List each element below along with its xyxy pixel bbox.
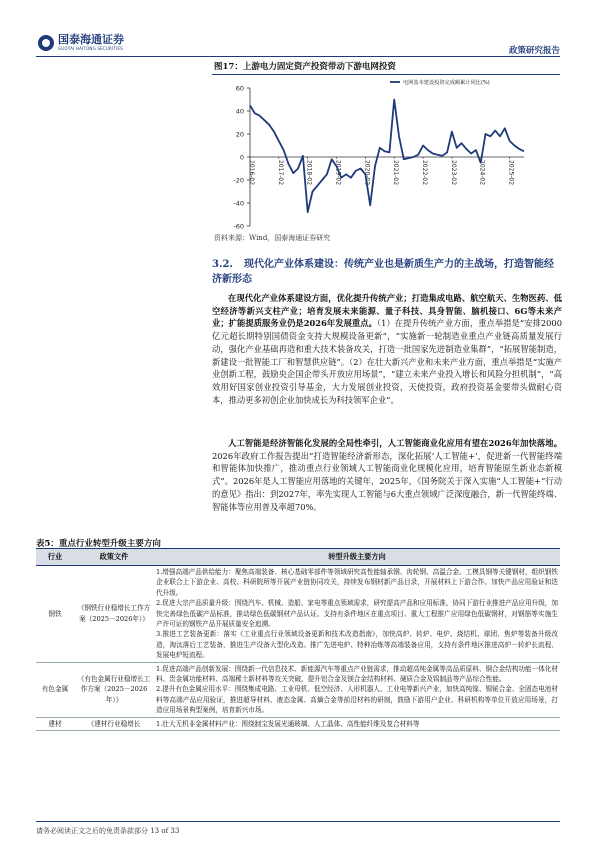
direction-item: 1.壮大无机非金属材料产业：围绕制宝发展光通玻璃、人工晶体、高性能纤维及复合材料等	[156, 719, 420, 728]
direction-item: 1.增强高端产品供给能力：聚焦高端装备、核心基础零部件等领域研究高性能轴承钢、齿轮钢、高温合金、工模具钢等关键钢材，组织钢铁企业联合上下游企业、高校、科研院所等开展产业链协同攻关，持续发布钢材新产品目录，开展材料上下游合作。加快产品应用验证和迭代升级。	[156, 568, 558, 597]
col-header-industry: 行业	[36, 549, 74, 566]
table-row	[36, 717, 560, 730]
figure-source: 资料来源：Wind，国泰海通证券研究	[214, 234, 331, 242]
y-tick-label: -60	[233, 222, 244, 230]
header-divider	[36, 56, 560, 57]
x-tick-label: 2020-02	[363, 160, 371, 186]
row-industry: 建材	[36, 717, 74, 730]
section-number: 3.2.	[212, 259, 233, 270]
report-type: 政策研究报告	[508, 46, 560, 56]
col-header-direction: 转型升级主要方向	[154, 549, 560, 566]
x-tick-label: 2023-02	[449, 160, 457, 186]
row-industry: 有色金属	[36, 662, 74, 717]
figure-title: 图17：上游电力固定资产投资带动下游电网投资	[214, 62, 396, 72]
x-tick-label: 2022-02	[421, 160, 429, 186]
direction-item: 3.推进工艺装备更新：落实《工业重点行业领域设备更新和技术改造指南》，加快高炉、转炉、电炉、烧结机、球团、焦炉等装备升级改造，淘汰落后工艺装备，推进生产设备大型化改造。推广先进电炉、特种冶炼等高端装备应用，支持有条件地区推进高炉－转炉长流程、发展电炉短流程。	[156, 630, 558, 660]
figure-divider	[212, 74, 560, 75]
row-directions	[154, 717, 560, 730]
row-directions	[154, 566, 560, 663]
logo-subtext: GUOTAI HAITONG SECURITIES	[58, 46, 123, 51]
table-title: 表5：重点行业转型升级主要方向	[36, 539, 161, 549]
page-header	[0, 0, 596, 60]
y-tick-label: 40	[235, 107, 244, 116]
page-footer: 请务必阅读正文之后的免责条款部分 13 of 33	[36, 827, 180, 835]
direction-item: 1.促进高端产品创新发展：围绕新一代信息技术、新能源汽车等重点产业链需求，推动超高纯金属等高品质原料、铜合金结构功能一体化材料、贵金属功能材料、高端稀土新材料等攻关突破，提升铝合金及镁合金结构材料、硬质合金及钨制品等产品综合性能。	[156, 664, 558, 684]
paragraph-industry-system	[212, 292, 562, 406]
row-policy: 《钢铁行业稳增长工作方案（2025－2026年）》	[74, 566, 154, 663]
x-tick-label: 2017-02	[276, 160, 284, 186]
logo-mark-icon	[38, 35, 54, 51]
section-title: 现代化产业体系建设：传统产业也是新质生产力的主战场，打造智能经济新形态	[212, 259, 554, 285]
y-tick-label: 60	[235, 84, 244, 93]
y-tick-label: 0	[239, 153, 244, 162]
paragraph-lead: 人工智能是经济智能化发展的全局性牵引，人工智能商业化应用有望在2026年加快落地。	[228, 438, 562, 448]
direction-item: 2.提升有色金属应用水平：围绕集成电路、工业母机、低空经济、人形机器人、工业电等新兴产业，加快高纯镓、锡铋合金、全固态电池材料等高端产品应用验证，推进超导材料、液态金属、高熵合金等前沿材料的研制，鼓励下游用户企业、科研机构等单位开放应用场景，打造应用场景典型案例，培育新兴市场。	[156, 685, 558, 715]
paragraph-lead: 在现代化产业体系建设方面，优化提升传统产业；打造集成电路、航空航天、生物医药、低空经济等新兴支柱产业；培育发展未来能源、量子科技、具身智能、脑机接口、6G等未来产业；扩能提质服务业仍是2026年发展重点。	[212, 293, 562, 329]
x-tick-label: 2018-02	[305, 160, 313, 186]
y-tick-label: 20	[235, 130, 244, 139]
x-tick-label: 2024-02	[478, 160, 486, 186]
y-tick-label: -20	[233, 176, 244, 185]
row-industry: 钢铁	[36, 566, 74, 663]
col-header-policy: 政策文件	[74, 549, 154, 566]
x-tick-label: 2019-02	[334, 160, 342, 186]
y-tick-label: -40	[233, 199, 244, 208]
table-row	[36, 566, 560, 663]
direction-item: 2.促进大宗产品质量升级：围绕汽车、机械、造船、家电等重点领域需求，研究提高产品和应用标准，协同下游行业推进产品应用升级，加快完善绿色低碳产品标准，推动绿色低碳钢材产品认证。支持有条件地区在重点项目、重大工程推广应用绿色低碳钢材，对钢筋等实施生产许可证的钢铁产品开展质量安全追溯。	[156, 599, 558, 629]
paragraph-ai	[212, 437, 562, 513]
paragraph-body: 2026年政府工作报告提出“打造智能经济新形态，深化拓展‘人工智能+’，促进新一代智能终端和智能体加快推广，推动重点行业领域人工智能商业化规模化应用，培育智能原生新业态新模式”。2026年是人工智能应用落地的关键年，2025年，《国务院关于深入实施“人工智能+”行动的意见》指出：到2027年，率先实现人工智能与6大重点领域广泛深度融合，新一代智能终端、智能体等应用普及率超70%。	[212, 450, 562, 512]
company-logo	[38, 34, 124, 51]
x-tick-label: 2016-02	[248, 160, 255, 186]
legend-label: 电网基本建设投资完成额累计同比(%)	[403, 80, 490, 86]
row-policy: 《建材行业稳增长	[74, 717, 154, 730]
x-tick-label: 2021-02	[392, 160, 400, 186]
paragraph-body: （1）在提升传统产业方面，重点举措是“安排2000亿元超长期特别国债资金支持大规模设备更新”，“实施新一轮制造业重点产业链高质量发展行动，强化产业基础再造和重大技术装备攻关，打造一批国家先进制造业集群”，“拓展智能制造，新建设一批智能工厂和智慧供应链”。（2）在壮大新兴产业和未来产业方面，重点举措是“实施产业创新工程，鼓励央企国企带头开放应用场景”，“建立未来产业投入增长和风险分担机制”，“高效用好国家创业投资引导基金，大力发展创业投资，天使投资，政府投资基金要带头做耐心资本，推动更多初创企业加快成长为科技领军企业”。	[212, 318, 562, 405]
row-directions	[154, 662, 560, 717]
footer-divider	[36, 821, 560, 822]
series-line	[250, 100, 524, 213]
section-heading	[212, 257, 562, 287]
logo-text: 国泰海通证券	[58, 33, 124, 46]
table-row	[36, 662, 560, 717]
industry-upgrade-table	[36, 548, 560, 731]
x-tick-label: 2025-02	[507, 160, 515, 186]
table-header-row	[36, 549, 560, 566]
row-policy: 《有色金属行业稳增长工作方案（2025－2026年）》	[74, 662, 154, 717]
grid-investment-chart	[212, 76, 562, 230]
